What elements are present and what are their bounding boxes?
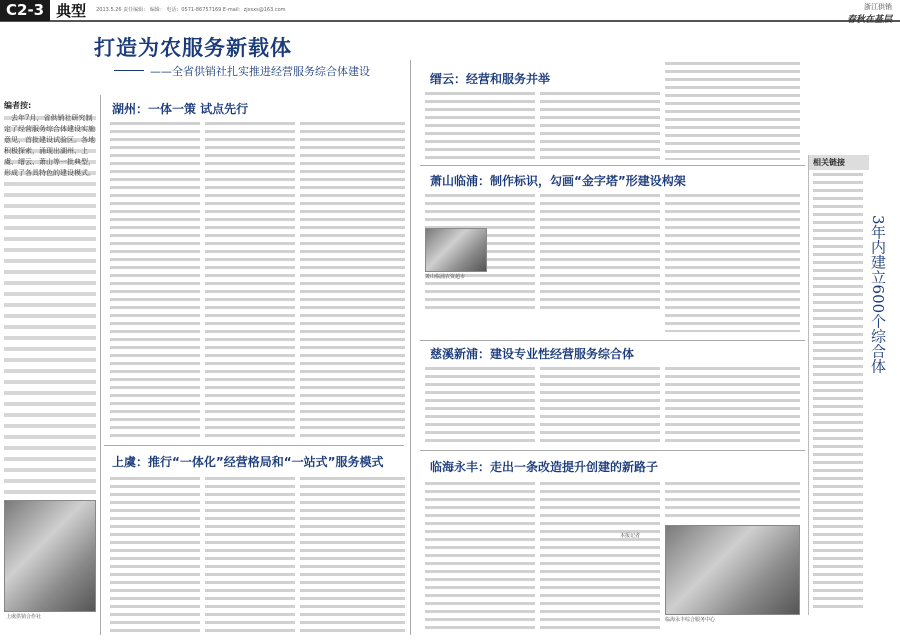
divider (100, 95, 101, 635)
photo-shangyu (4, 500, 96, 612)
article-title: 打造为农服务新载体 (94, 36, 292, 60)
masthead-top: 浙江供销 (864, 3, 892, 11)
sidebar-headline: 3年内建立600个综合体 (869, 215, 887, 374)
related-links-title: 相关链接 (809, 155, 869, 170)
divider (410, 60, 411, 635)
text-block (425, 365, 535, 445)
section-xiaoshan: 萧山临浦：制作标识，勾画“金字塔”形建设构架 (430, 174, 686, 188)
text-block (540, 192, 660, 312)
text-block (110, 475, 200, 635)
section-cixi: 慈溪新浦：建设专业性经营服务综合体 (430, 347, 635, 361)
related-links-box (808, 155, 898, 615)
divider (104, 445, 404, 446)
caption-xiaoshan: 萧山临浦农资超市 (425, 274, 466, 280)
header-meta: 2013.5.26 责任编辑： 编辑： 电话：0571-86757169 E-mail：zjxsxs@163.com (96, 6, 286, 13)
text-block (665, 365, 800, 445)
masthead (822, 2, 892, 25)
caption-shangyu: 上虞供销合作社 (6, 614, 42, 620)
editor-note-text: 去年7月，省供销社研究制定了经营服务综合体建设实施意见，首批建设试验区。各地积极探索，涌现出湖州、上虞、缙云、萧山等一批典型，形成了各具特色的建设模式。 (4, 113, 96, 593)
article-subtitle: ——全省供销社扎实推进经营服务综合体建设 (150, 63, 410, 79)
caption-linhai: 临海永丰综合服务中心 (665, 617, 716, 623)
page-number: C2-3 (0, 0, 50, 21)
text-block (813, 171, 863, 611)
column-name: 典型 (56, 1, 87, 20)
text-block (665, 192, 800, 332)
author-credit: 本报记者 (620, 533, 641, 539)
divider (420, 165, 805, 166)
section-shangyu: 上虞：推行“一体化”经营格局和“一站式”服务模式 (112, 455, 384, 469)
text-block (665, 480, 800, 520)
divider (420, 340, 805, 341)
page-header (0, 0, 900, 22)
text-block (425, 90, 535, 160)
editor-note-label: 编者按: (4, 101, 32, 110)
text-block (205, 475, 295, 635)
text-block (665, 60, 800, 160)
section-linhai: 临海永丰：走出一条改造提升创建的新路子 (430, 460, 659, 474)
text-block (540, 480, 660, 630)
section-jinyun: 缙云：经营和服务并举 (430, 72, 551, 86)
text-block (205, 120, 295, 440)
text-block (110, 120, 200, 440)
photo-linhai (665, 525, 800, 615)
text-block (540, 365, 660, 445)
text-block (300, 120, 405, 440)
text-block (425, 480, 535, 630)
text-block (300, 475, 405, 635)
divider (420, 450, 805, 451)
text-block (540, 90, 660, 160)
photo-xiaoshan (425, 228, 487, 272)
masthead-bottom: 春秋在基层 (846, 15, 892, 25)
section-huzhou: 湖州：一体一策 试点先行 (112, 102, 249, 116)
